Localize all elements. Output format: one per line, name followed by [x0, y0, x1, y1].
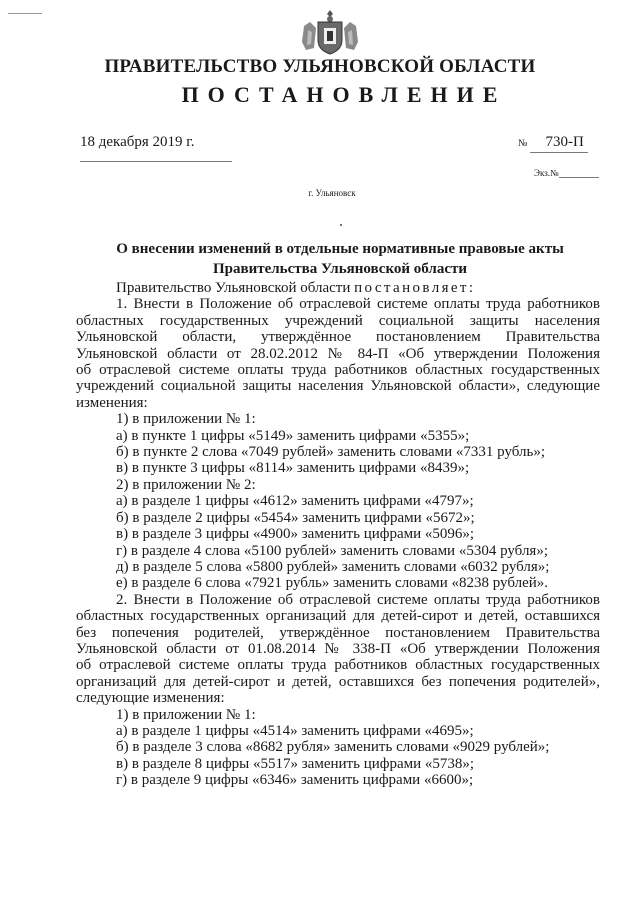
- list-item: 1) в приложении № 1:: [116, 706, 256, 723]
- list-item: б) в пункте 2 слова «7049 рублей» заменить словами «7331 рубль»;: [116, 444, 546, 461]
- text-line: областных государственных учреждений социальной защиты населения: [76, 312, 600, 329]
- government-name: ПРАВИТЕЛЬСТВО УЛЬЯНОВСКОЙ ОБЛАСТИ: [104, 56, 536, 77]
- copy-number-line: [559, 177, 599, 178]
- text-line: об отраслевой системе оплаты труда работников областных государственных: [76, 362, 600, 379]
- title-line: О внесении изменений в отдельные нормативные правовые акты: [116, 241, 564, 257]
- intro-line: [76, 280, 600, 296]
- list-item: а) в разделе 1 цифры «4514» заменить цифрами «4695»;: [116, 722, 474, 739]
- document-date: 18 декабря 2019 г.: [80, 134, 195, 150]
- text-line: 1. Внести в Положение об отраслевой системе оплаты труда работников: [116, 296, 600, 313]
- text-line: организаций для детей-сирот и детей, оставшихся без попечения родителей»,: [76, 673, 600, 690]
- list-item: в) в пункте 3 цифры «8114» заменить цифрами «8439»;: [116, 460, 470, 477]
- text-line: об отраслевой системе оплаты труда работников областных государственных: [76, 657, 600, 674]
- document-number: [518, 134, 588, 153]
- intro-verb: постановляет:: [354, 280, 476, 296]
- text-line: областных государственных организаций для детей-сирот и детей, оставшихся: [76, 608, 600, 625]
- number-value: 730-П: [530, 134, 588, 153]
- list-item: г) в разделе 4 слова «5100 рублей» заменить словами «5304 рубля»;: [116, 542, 548, 559]
- city: г. Ульяновск: [308, 188, 356, 198]
- list-item: г) в разделе 9 цифры «6346» заменить цифрами «6600»;: [116, 772, 474, 789]
- list-item: 1) в приложении № 1:: [116, 411, 256, 428]
- coat-of-arms-icon: [300, 8, 360, 56]
- corner-mark: [8, 13, 42, 14]
- text-line: Ульяновской области от 28.02.2012 № 84-П «Об утверждении Положения: [76, 345, 600, 362]
- list-item: а) в разделе 1 цифры «4612» заменить цифрами «4797»;: [116, 493, 474, 510]
- list-item: е) в разделе 6 слова «7921 рубль» заменить словами «8238 рублей».: [116, 575, 549, 592]
- text-line: учреждений социальной защиты населения Ульяновской области», следующие: [76, 378, 600, 395]
- text-line: следующие изменения:: [76, 690, 225, 707]
- list-item: б) в разделе 3 слова «8682 рубля» заменить словами «9029 рублей»;: [116, 739, 550, 756]
- copy-number: [534, 168, 599, 178]
- document-body: [76, 280, 600, 789]
- text-line: Ульяновской области, утверждённое постановлением Правительства: [76, 329, 600, 346]
- list-item: б) в разделе 2 цифры «5454» заменить цифрами «5672»;: [116, 509, 475, 526]
- list-item: в) в разделе 3 цифры «4900» заменить цифрами «5096»;: [116, 526, 475, 543]
- list-item: в) в разделе 8 цифры «5517» заменить цифрами «5738»;: [116, 755, 475, 772]
- list-item: а) в пункте 1 цифры «5149» заменить цифрами «5355»;: [116, 427, 470, 444]
- document-title: [60, 239, 620, 279]
- text-line: 2. Внести в Положение об отраслевой системе оплаты труда работников: [116, 591, 600, 608]
- document-type: ПОСТАНОВЛЕНИЕ: [181, 82, 507, 107]
- intro-subject: Правительство Ульяновской области: [116, 280, 351, 296]
- number-sign: №: [518, 138, 528, 149]
- text-line: без попечения родителей, утверждённое постановлением Правительства: [76, 624, 600, 641]
- list-item: д) в разделе 5 слова «5800 рублей» заменить словами «6032 рубля»;: [116, 558, 550, 575]
- copy-label: Экз.№: [534, 168, 559, 178]
- list-item: 2) в приложении № 2:: [116, 476, 256, 493]
- stray-dot: [340, 224, 342, 226]
- date-underline: [80, 161, 232, 162]
- text-line: изменения:: [76, 394, 148, 411]
- text-line: Ульяновской области от 01.08.2014 № 338-П «Об утверждении Положения: [76, 640, 600, 657]
- title-line: Правительства Ульяновской области: [212, 261, 468, 277]
